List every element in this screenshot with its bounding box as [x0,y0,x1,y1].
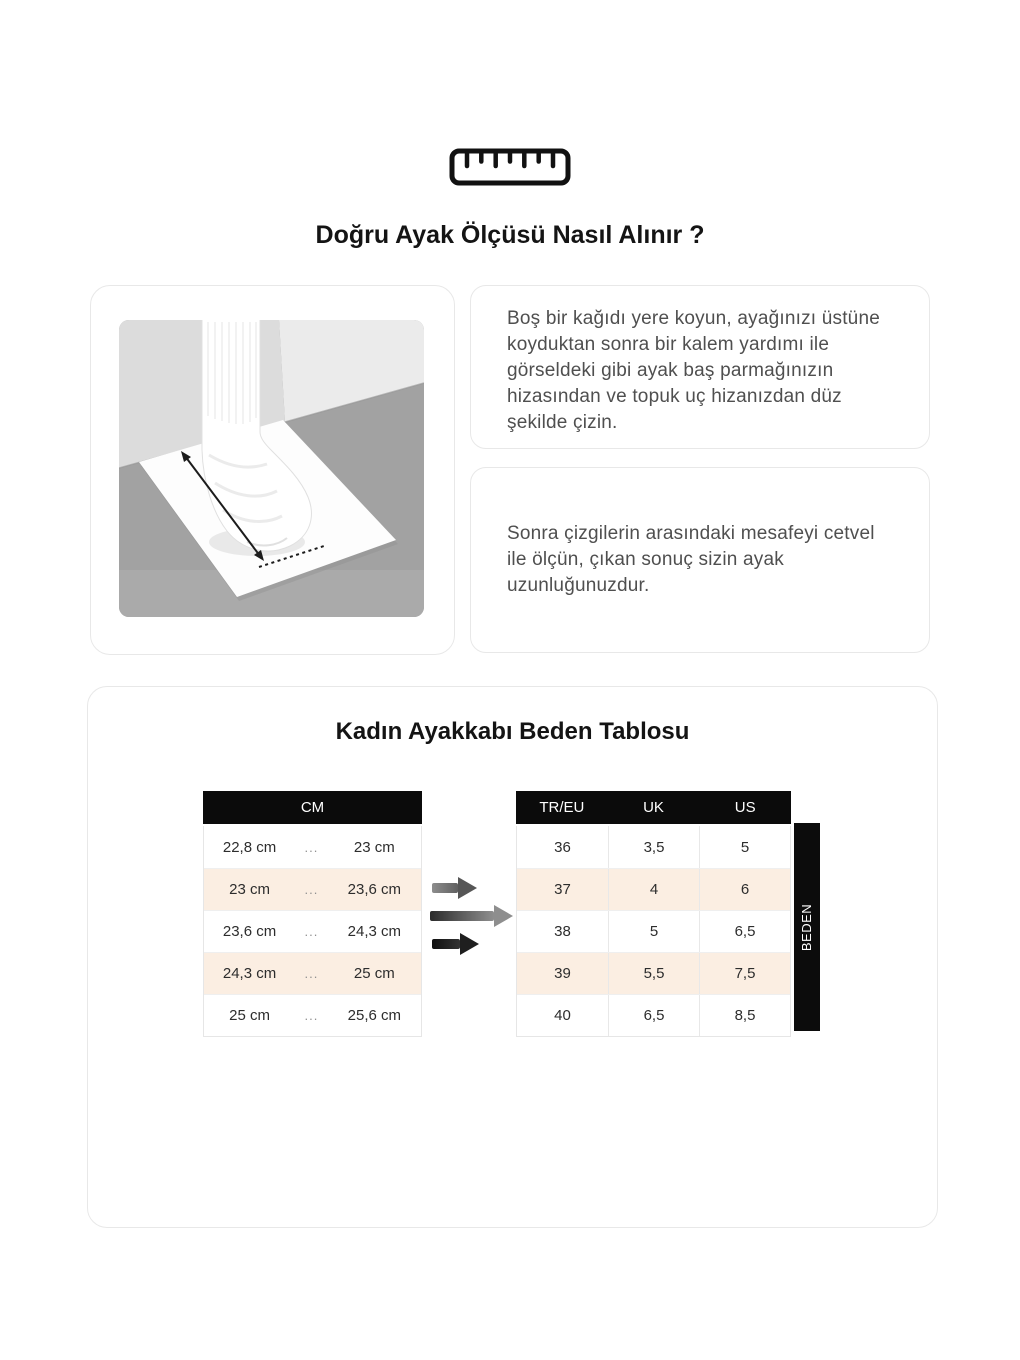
table-row [517,994,790,1036]
size-conversion-table [516,791,791,1037]
size-uk: 4 [608,869,699,910]
cm-max-value: 24,3 cm [347,923,402,940]
size-us: 7,5 [699,953,790,994]
cm-table-header: CM [203,791,422,824]
cm-table [203,791,422,1037]
size-us: 6,5 [699,911,790,952]
cm-max-value: 25 cm [353,965,395,982]
size-tr-eu: 40 [554,1007,571,1024]
table-row [517,952,790,994]
foot-measurement-photo [119,320,424,617]
conversion-table-body [516,826,791,1037]
table-row [517,868,790,910]
cm-min-value: 22,8 cm [222,838,277,856]
range-dots: ... [304,1008,319,1023]
beden-side-label [794,823,820,1031]
page-title: Doğru Ayak Ölçüsü Nasıl Alınır ? [315,221,705,249]
beden-label-text: BEDEN [799,903,815,951]
table-row [204,994,421,1036]
size-table-title: Kadın Ayakkabı Beden Tablosu [335,718,690,745]
cm-max-value: 25,6 cm [347,1007,402,1024]
cm-min-value: 25 cm [229,1007,270,1024]
size-us: 6 [699,869,790,910]
cm-min-value: 23,6 cm [222,923,277,940]
table-row [517,826,790,868]
size-tr-eu: 38 [554,923,571,940]
cm-max-value: 23 cm [353,838,395,856]
measurement-photo-card [90,285,455,655]
range-dots: ... [304,966,319,981]
instruction-card-1 [470,285,930,449]
size-uk: 5 [608,911,699,952]
size-tr-eu: 36 [554,838,571,856]
size-table-card [87,686,938,1228]
cm-min-value: 23 cm [229,881,270,898]
size-tr-eu: 39 [554,965,571,982]
size-us: 8,5 [699,995,790,1036]
instruction-text-2: Sonra çizgilerin arasındaki mesafeyi cetvel ile ölçün, çıkan sonuç sizin ayak uzunluğunuzdur. [507,523,875,596]
conversion-table-header [516,791,791,824]
range-dots: ... [304,924,319,939]
instruction-text-1: Boş bir kağıdı yere koyun, ayağınızı üstüne koyduktan sonra bir kalem yardımı ile görseldeki gibi ayak baş parmağınızın hizasından ve topuk uç hizanızdan düz şekilde çizin. [507,308,880,433]
instruction-card-2 [470,467,930,653]
range-dots: ... [304,882,319,897]
size-uk: 6,5 [608,995,699,1036]
header-tr-eu: TR/EU [539,799,585,816]
header-us: US [734,799,756,816]
size-us: 5 [699,826,790,868]
size-uk: 5,5 [608,953,699,994]
ruler-icon [0,148,1020,186]
table-row [204,868,421,910]
triple-right-arrows-icon [430,875,520,959]
cm-table-body [203,826,422,1037]
cm-max-value: 23,6 cm [347,881,402,898]
table-row [517,910,790,952]
table-row [204,910,421,952]
cm-min-value: 24,3 cm [222,965,277,982]
table-row [204,826,421,868]
size-uk: 3,5 [608,826,699,868]
range-dots: ... [304,839,319,855]
header-uk: UK [643,799,664,816]
size-tr-eu: 37 [554,881,571,898]
table-row [204,952,421,994]
